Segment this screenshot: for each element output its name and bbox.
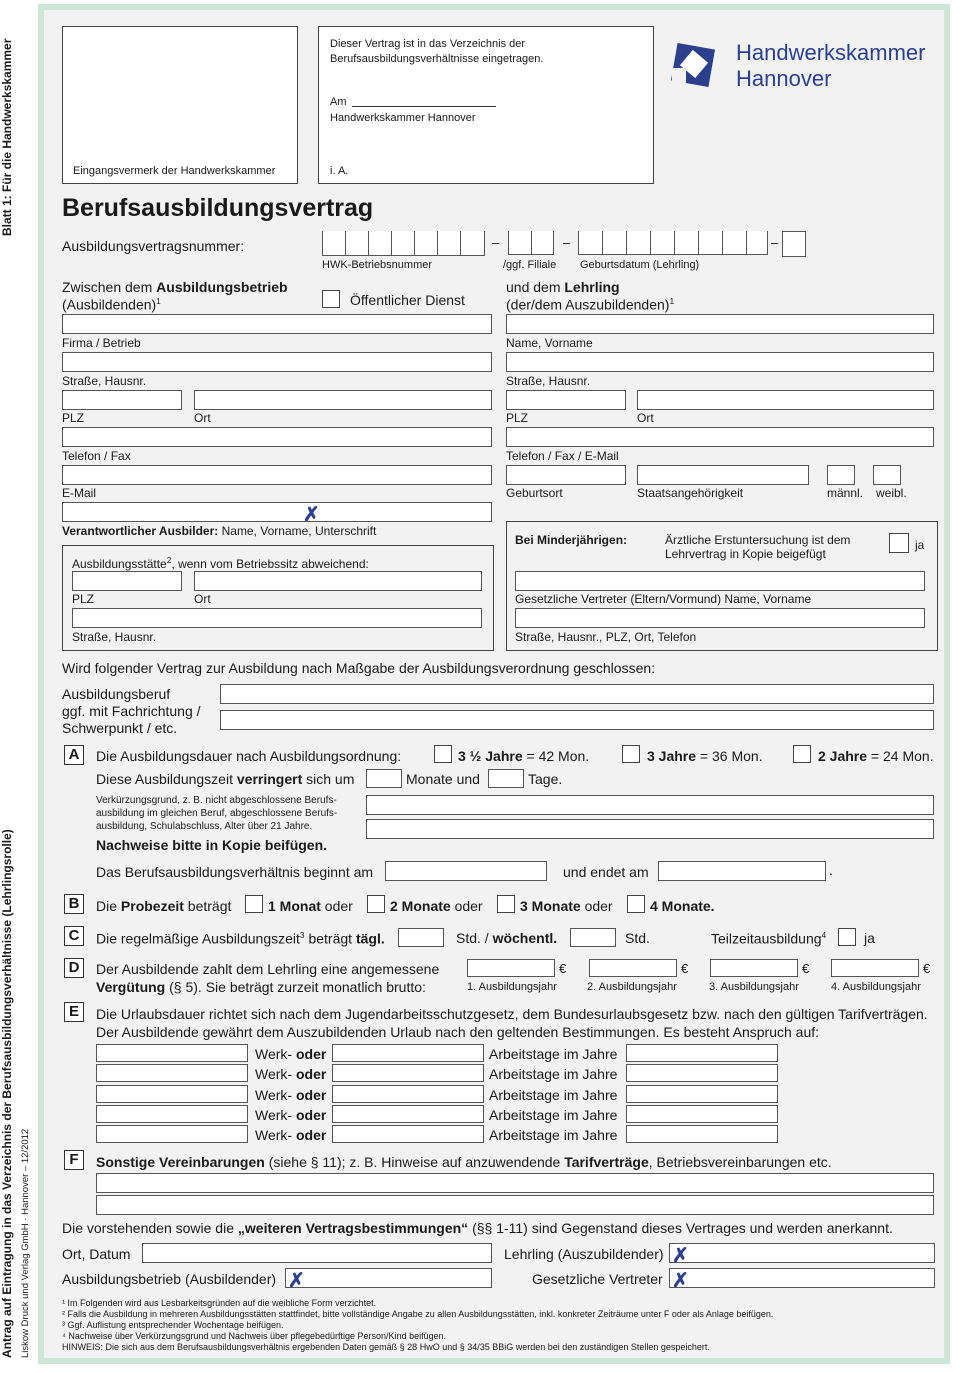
lehrling-strasse-label: Straße, Hausnr. — [506, 374, 591, 388]
ende-dot: . — [829, 862, 833, 878]
ia-label: i. A. — [330, 165, 349, 177]
jahr4-label: 4. Ausbildungsjahr — [831, 981, 921, 993]
urlaub-arbeitstage-label: Arbeitstage im Jahre — [489, 1066, 618, 1082]
verringert-monate-field[interactable] — [366, 769, 402, 788]
eingang-label: Eingangsvermerk der Handwerkskammer — [73, 165, 276, 177]
urlaub-jahr-field[interactable] — [626, 1125, 778, 1143]
staette-strasse-field[interactable] — [72, 608, 482, 628]
betrieb-telefon-label: Telefon / Fax — [62, 449, 131, 463]
betrieb-strasse-label: Straße, Hausnr. — [62, 374, 147, 388]
staatsangehoerigkeit-field[interactable] — [637, 465, 809, 485]
oeffentlicher-dienst-checkbox[interactable] — [322, 290, 340, 308]
beginn-date-field[interactable] — [385, 861, 547, 881]
betrieb-plz-field[interactable] — [62, 390, 182, 410]
stunden-taeglich-field[interactable] — [398, 928, 444, 947]
dash-3: – — [771, 235, 779, 250]
hwk-logo-icon — [670, 42, 716, 88]
verkuerzungsgrund-line2: ausbildung im gleichen Beruf, abgeschlossene Berufs- — [96, 808, 338, 819]
endet-label: und endet am — [563, 864, 649, 880]
lehrling-plz-label: PLZ — [506, 411, 529, 425]
urlaub-arbeitstage-field[interactable] — [332, 1064, 484, 1082]
urlaub-werktage-field[interactable] — [96, 1044, 248, 1062]
ausbildungsdauer-label: Die Ausbildungsdauer nach Ausbildungsordnung: — [96, 748, 402, 764]
side-label-blatt: Blatt 1: Für die Handwerkskammer — [0, 38, 14, 236]
urlaub-arbeitstage-label: Arbeitstage im Jahre — [489, 1087, 618, 1103]
teilzeit-label: Teilzeitausbildung$^4$ — [711, 930, 827, 947]
verkuerzungsgrund-field-2[interactable] — [366, 819, 934, 839]
probezeit-1-label: 1 Monat oder — [268, 898, 353, 914]
betrieb-strasse-field[interactable] — [62, 352, 492, 372]
urlaub-arbeitstage-label: Arbeitstage im Jahre — [489, 1127, 618, 1143]
urlaub-werktage-field[interactable] — [96, 1105, 248, 1123]
filiale-label: /ggf. Filiale — [503, 259, 557, 271]
betrieb-ort-field[interactable] — [194, 390, 492, 410]
side-label-antrag: Antrag auf Eintragung in das Verzeichnis der Berufsausbildungsverhältnisse (Lehrlingsrolle) — [0, 829, 14, 1358]
urlaub-jahr-field[interactable] — [626, 1105, 778, 1123]
lehrling-signature-x-mark: ✗ — [672, 1245, 689, 1267]
beginnt-label: Das Berufsausbildungsverhältnis beginnt am — [96, 864, 374, 880]
urlaub-line1: Die Urlaubsdauer richtet sich nach dem Jugendarbeitsschutzgesetz, dem Bundesurlaubsgesetz bzw. nach den gültigen Tarifverträgen. — [96, 1006, 928, 1022]
urlaub-jahr-field[interactable] — [626, 1044, 778, 1062]
auszubildenden-label: (der/dem Auszubildenden)$^1$ — [506, 296, 675, 313]
weiblich-label: weibl. — [876, 486, 907, 500]
lehrling-heading: und dem Lehrling — [506, 279, 620, 295]
maennlich-label: männl. — [827, 486, 864, 500]
weiblich-checkbox[interactable] — [873, 465, 901, 485]
urlaub-jahr-field[interactable] — [626, 1085, 778, 1103]
hinweis-text: HINWEIS: Die sich aus dem Berufsausbildungsverhältnis ergebenden Daten gemäß § 28 HwO und § 34/35 BBiG werden bei den zuständigen Stellen gespeichert. — [62, 1342, 710, 1352]
ende-date-field[interactable] — [658, 861, 826, 881]
dauer-24-checkbox[interactable] — [793, 745, 811, 763]
vertreter-adresse-label: Straße, Hausnr., PLZ, Ort, Telefon — [515, 630, 697, 644]
dauer-42-checkbox[interactable] — [434, 745, 452, 763]
fachrichtung-field[interactable] — [220, 710, 934, 730]
vertragsnummer-label: Ausbildungsvertragsnummer: — [62, 238, 245, 254]
urlaub-werk-oder-label: Werk- oder — [255, 1046, 327, 1062]
tage-label: Tage. — [528, 771, 563, 787]
urlaub-arbeitstage-field[interactable] — [332, 1125, 484, 1143]
ausbildenden-label: (Ausbildenden)$^1$ — [62, 296, 161, 313]
eingang-box — [62, 26, 298, 184]
probezeit-4-label: 4 Monate. — [650, 898, 715, 914]
betrieb-email-label: E-Mail — [62, 486, 97, 500]
section-b-letter: B — [64, 894, 84, 914]
ort-datum-label: Ort, Datum — [62, 1246, 131, 1262]
probezeit-label: Die Probezeit beträgt — [96, 898, 232, 914]
section-c-letter: C — [64, 926, 84, 946]
ausbilder-field[interactable] — [62, 502, 492, 522]
probezeit-3-checkbox[interactable] — [497, 895, 515, 913]
verguetung-jahr3-field[interactable] — [710, 959, 798, 977]
probezeit-3-label: 3 Monate oder — [520, 898, 613, 914]
teilzeit-checkbox[interactable] — [838, 928, 856, 946]
urlaub-werk-oder-label: Werk- oder — [255, 1066, 327, 1082]
sonstige-vereinbarungen-label: Sonstige Vereinbarungen (siehe § 11); z. B. Hinweise auf anzuwendende Tarifverträge, Betriebsvereinbarungen etc. — [96, 1154, 832, 1170]
staette-plz-field[interactable] — [72, 571, 182, 591]
section-f-letter: F — [64, 1150, 84, 1170]
erstuntersuchung-line1: Ärztliche Erstuntersuchung ist dem — [665, 533, 851, 547]
footnote-2: ² Falls die Ausbildung in mehreren Ausbildungsstätten stattfindet, bitte vollständige Angabe zu allen Ausbildungsstätten, inkl. konkreter Zeiträume unter F oder als Anlage beifügen. — [62, 1309, 774, 1319]
verringert-label: Diese Ausbildungszeit verringert sich um — [96, 771, 355, 787]
verzeichnis-line1: Dieser Vertrag ist in das Verzeichnis der — [330, 38, 526, 50]
ausbildungsberuf-label: Ausbildungsberuf — [62, 686, 171, 702]
dauer-24-label: 2 Jahre = 24 Mon. — [818, 748, 934, 764]
ausbilder-signature-x-mark: ✗ — [303, 504, 320, 526]
nachweise-label: Nachweise bitte in Kopie beifügen. — [96, 837, 328, 853]
lehrling-ort-field[interactable] — [637, 390, 934, 410]
section-e-letter: E — [64, 1002, 84, 1022]
erstuntersuchung-line2: Lehrvertrag in Kopie beigefügt — [665, 547, 826, 561]
verringert-tage-field[interactable] — [488, 769, 524, 788]
vertreter-signature-field[interactable] — [669, 1268, 935, 1288]
sonstige-field-2[interactable] — [96, 1195, 934, 1215]
jahr1-label: 1. Ausbildungsjahr — [467, 981, 557, 993]
erstuntersuchung-ja: ja — [915, 538, 925, 552]
urlaub-arbeitstage-field[interactable] — [332, 1085, 484, 1103]
section-d-letter: D — [64, 958, 84, 978]
page-title: Berufsausbildungsvertrag — [62, 194, 374, 222]
geburtsort-label: Geburtsort — [506, 486, 563, 500]
hwk-betriebsnummer-label: HWK-Betriebsnummer — [322, 259, 433, 271]
urlaub-arbeitstage-field[interactable] — [332, 1105, 484, 1123]
betrieb-ort-label: Ort — [194, 411, 211, 425]
probezeit-4-checkbox[interactable] — [627, 895, 645, 913]
probezeit-1-checkbox[interactable] — [245, 895, 263, 913]
urlaub-werktage-field[interactable] — [96, 1064, 248, 1082]
firma-label: Firma / Betrieb — [62, 336, 141, 350]
verguetung-jahr4-field[interactable] — [831, 959, 919, 977]
probezeit-2-checkbox[interactable] — [367, 895, 385, 913]
lehrling-telefon-label: Telefon / Fax / E-Mail — [506, 449, 619, 463]
lehrling-name-label: Name, Vorname — [506, 336, 593, 350]
betrieb-signature-label: Ausbildungsbetrieb (Ausbildender) — [62, 1271, 277, 1287]
jahr2-label: 2. Ausbildungsjahr — [587, 981, 677, 993]
betrieb-signature-field[interactable] — [285, 1268, 492, 1288]
oeffentlicher-dienst-label: Öffentlicher Dienst — [350, 292, 465, 308]
urlaub-arbeitstage-label: Arbeitstage im Jahre — [489, 1107, 618, 1123]
lehrling-telefon-field[interactable] — [506, 427, 934, 447]
ausbildungszeit-label: Die regelmäßige Ausbildungszeit$^3$ beträgt tägl. — [96, 930, 385, 947]
verzeichnis-line2: Berufsausbildungsverhältnisse eingetragen. — [330, 53, 544, 65]
teilzeit-ja: ja — [864, 930, 875, 946]
verguetung-line1: Der Ausbildende zahlt dem Lehrling eine angemessene — [96, 961, 440, 977]
staette-ort-field[interactable] — [194, 571, 482, 591]
urlaub-werktage-field[interactable] — [96, 1085, 248, 1103]
am-label: Am — [330, 96, 347, 108]
section-a-letter: A — [64, 745, 84, 765]
urlaub-werk-oder-label: Werk- oder — [255, 1107, 327, 1123]
verkuerzungsgrund-line1: Verkürzungsgrund, z. B. nicht abgeschlossene Berufs- — [96, 795, 337, 806]
lehrling-ort-label: Ort — [637, 411, 654, 425]
staette-ort-label: Ort — [194, 592, 211, 606]
lehrling-signature-field[interactable] — [669, 1243, 935, 1263]
verguetung-jahr1-field[interactable] — [467, 959, 555, 977]
lehrling-signature-label: Lehrling (Auszubildender) — [504, 1246, 664, 1262]
schwerpunkt-label: Schwerpunkt / etc. — [62, 720, 178, 736]
verkuerzungsgrund-line3: ausbildung, Schulabschluss, Alter über 21 Jahre. — [96, 821, 313, 832]
hwk-hannover-label: Handwerkskammer Hannover — [330, 112, 476, 124]
urlaub-arbeitstage-field[interactable] — [332, 1044, 484, 1062]
verguetung-jahr2-field[interactable] — [589, 959, 677, 977]
ausbildungsstaette-label: Ausbildungsstätte$^2$, wenn vom Betriebssitz abweichend: — [72, 555, 369, 571]
erstuntersuchung-checkbox[interactable] — [889, 533, 909, 553]
euro-1: € — [559, 961, 567, 976]
jahr3-label: 3. Ausbildungsjahr — [709, 981, 799, 993]
dauer-36-label: 3 Jahre = 36 Mon. — [647, 748, 763, 764]
betrieb-telefon-field[interactable] — [62, 427, 492, 447]
urlaub-werk-oder-label: Werk- oder — [255, 1127, 327, 1143]
vertragsbestimmungen-text: Die vorstehenden sowie die „weiteren Vertragsbestimmungen“ (§§ 1-11) sind Gegenstand dieses Vertrages und werden anerkannt. — [62, 1220, 893, 1236]
lehrling-plz-field[interactable] — [506, 390, 626, 410]
vertreter-signature-label: Gesetzliche Vertreter — [532, 1271, 663, 1287]
logo-text-line2: Hannover — [736, 66, 832, 91]
ort-datum-field[interactable] — [142, 1243, 492, 1263]
urlaub-werk-oder-label: Werk- oder — [255, 1087, 327, 1103]
footnote-1: ¹ Im Folgenden wird aus Lesbarkeitsgründen auf die weibliche Form verzichtet. — [62, 1298, 377, 1308]
euro-2: € — [681, 961, 689, 976]
dauer-36-checkbox[interactable] — [622, 745, 640, 763]
ausbildungsberuf-field[interactable] — [220, 684, 934, 704]
ausbilder-label: Verantwortlicher Ausbilder: Name, Vorname, Unterschrift — [62, 524, 377, 538]
stunden-woechentlich-field[interactable] — [570, 928, 616, 947]
verguetung-line2: Vergütung (§ 5). Sie beträgt zurzeit monatlich brutto: — [96, 979, 426, 995]
staatsangehoerigkeit-label: Staatsangehörigkeit — [637, 486, 744, 500]
dash-2: – — [563, 235, 571, 250]
lehrling-strasse-field[interactable] — [506, 352, 934, 372]
logo-text-line1: Handwerkskammer — [736, 40, 926, 65]
euro-4: € — [923, 961, 931, 976]
sonstige-field-1[interactable] — [96, 1173, 934, 1193]
monate-und-label: Monate und — [406, 771, 480, 787]
staette-plz-label: PLZ — [72, 592, 95, 606]
geburtsort-field[interactable] — [506, 465, 626, 485]
lehrling-name-field[interactable] — [506, 314, 934, 334]
betrieb-signature-x-mark: ✗ — [288, 1270, 305, 1292]
footnote-3: ³ Ggf. Auflistung entsprechender Wochentage beifügen. — [62, 1320, 284, 1330]
betrieb-plz-label: PLZ — [62, 411, 85, 425]
footnote-4: ⁴ Nachweise über Verkürzungsgrund und Nachweis über pflegebedürftige Person/Kind beifügen. — [62, 1331, 447, 1341]
probezeit-2-label: 2 Monate oder — [390, 898, 483, 914]
betrieb-email-field[interactable] — [62, 465, 492, 485]
vertreter-adresse-field[interactable] — [515, 608, 925, 628]
urlaub-line2: Der Ausbildende gewährt dem Auszubildenden Urlaub nach den geltenden Bestimmungen. Es besteht Anspruch auf: — [96, 1024, 820, 1040]
staette-strasse-label: Straße, Hausnr. — [72, 630, 157, 644]
std-label: Std. — [625, 930, 650, 946]
urlaub-jahr-field[interactable] — [626, 1064, 778, 1082]
fachrichtung-label: ggf. mit Fachrichtung / — [62, 703, 201, 719]
dash-1: – — [492, 235, 500, 250]
verkuerzungsgrund-field-1[interactable] — [366, 795, 934, 815]
geburtsdatum-label: Geburtsdatum (Lehrling) — [580, 259, 700, 271]
euro-3: € — [802, 961, 810, 976]
dauer-42-label: 3 ½ Jahre = 42 Mon. — [458, 748, 590, 764]
vertreter-signature-x-mark: ✗ — [672, 1270, 689, 1292]
minderjaehrige-label: Bei Minderjährigen: — [515, 533, 628, 547]
side-label-printer: Liskow Druck und Verlag GmbH · Hannover – 12/2012 — [20, 1128, 31, 1358]
vertrag-intro: Wird folgender Vertrag zur Ausbildung nach Maßgabe der Ausbildungsverordnung geschlossen: — [62, 660, 656, 676]
vertreter-name-label: Gesetzliche Vertreter (Eltern/Vormund) Name, Vorname — [515, 592, 812, 606]
urlaub-werktage-field[interactable] — [96, 1125, 248, 1143]
maennlich-checkbox[interactable] — [827, 465, 855, 485]
std-woechentl-label: Std. / wöchentl. — [456, 930, 558, 946]
firma-field[interactable] — [62, 314, 492, 334]
am-date-line[interactable] — [352, 106, 496, 107]
vertreter-name-field[interactable] — [515, 571, 925, 591]
urlaub-arbeitstage-label: Arbeitstage im Jahre — [489, 1046, 618, 1062]
zwischen-heading: Zwischen dem Ausbildungsbetrieb — [62, 279, 288, 295]
